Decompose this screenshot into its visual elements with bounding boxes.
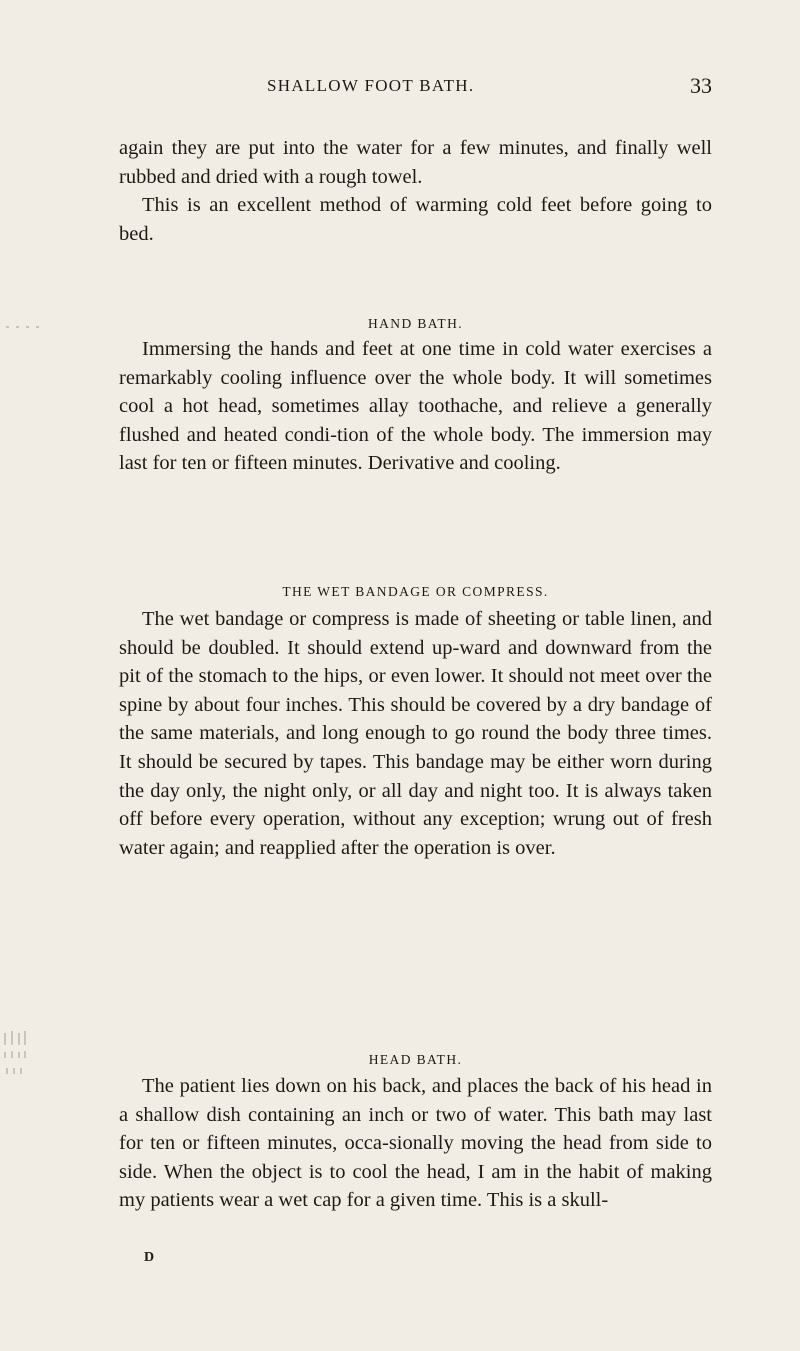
head-bath-paragraph: The patient lies down on his back, and places the back of his head in a shallow dish containing an inch or two of water. This bath may last for ten or fifteen minutes, occa-sionally moving the head from side to side. When the object is to cool the head, I am in the habit of making my patients wear a wet cap for a given time. This is a skull- xyxy=(119,1075,712,1212)
hand-bath-paragraph: Immersing the hands and feet at one time in cold water exercises a remarkably cooling influence over the whole body. It will sometimes cool a hot head, sometimes allay toothache, and relieve a generally flushed and heated condi-tion of the whole body. The immersion may last for ten or fifteen minutes. Derivative and cooling. xyxy=(119,338,712,475)
page-number: 33 xyxy=(690,73,712,98)
signature-mark: D xyxy=(144,1250,155,1265)
wet-bandage-paragraph: The wet bandage or compress is made of sheeting or table linen, and should be doubled. It should extend up-ward and downward from the pit of the stomach to the hips, or even lower. It should not meet over the spine by about four inches. This should be covered by a dry bandage of the same materials, and long enough to go round the body three times. It should be secured by tapes. This bandage may be either worn during the day only, the night only, or all day and night too. It is always taken off before every operation, without any exception; wrung out of fresh water again; and reapplied after the operation is over. xyxy=(119,608,712,859)
running-head-title: SHALLOW FOOT BATH. xyxy=(267,76,475,95)
continuation-paragraph: again they are put into the water for a few minutes, and finally well rubbed and dried with a rough towel. xyxy=(119,137,712,188)
heading-hand-bath: HAND BATH. xyxy=(368,316,463,331)
warming-feet-paragraph: This is an excellent method of warming cold feet before going to bed. xyxy=(119,194,712,245)
heading-head-bath: HEAD BATH. xyxy=(368,1052,463,1067)
heading-wet-bandage: THE WET BANDAGE OR COMPRESS. xyxy=(282,584,549,599)
